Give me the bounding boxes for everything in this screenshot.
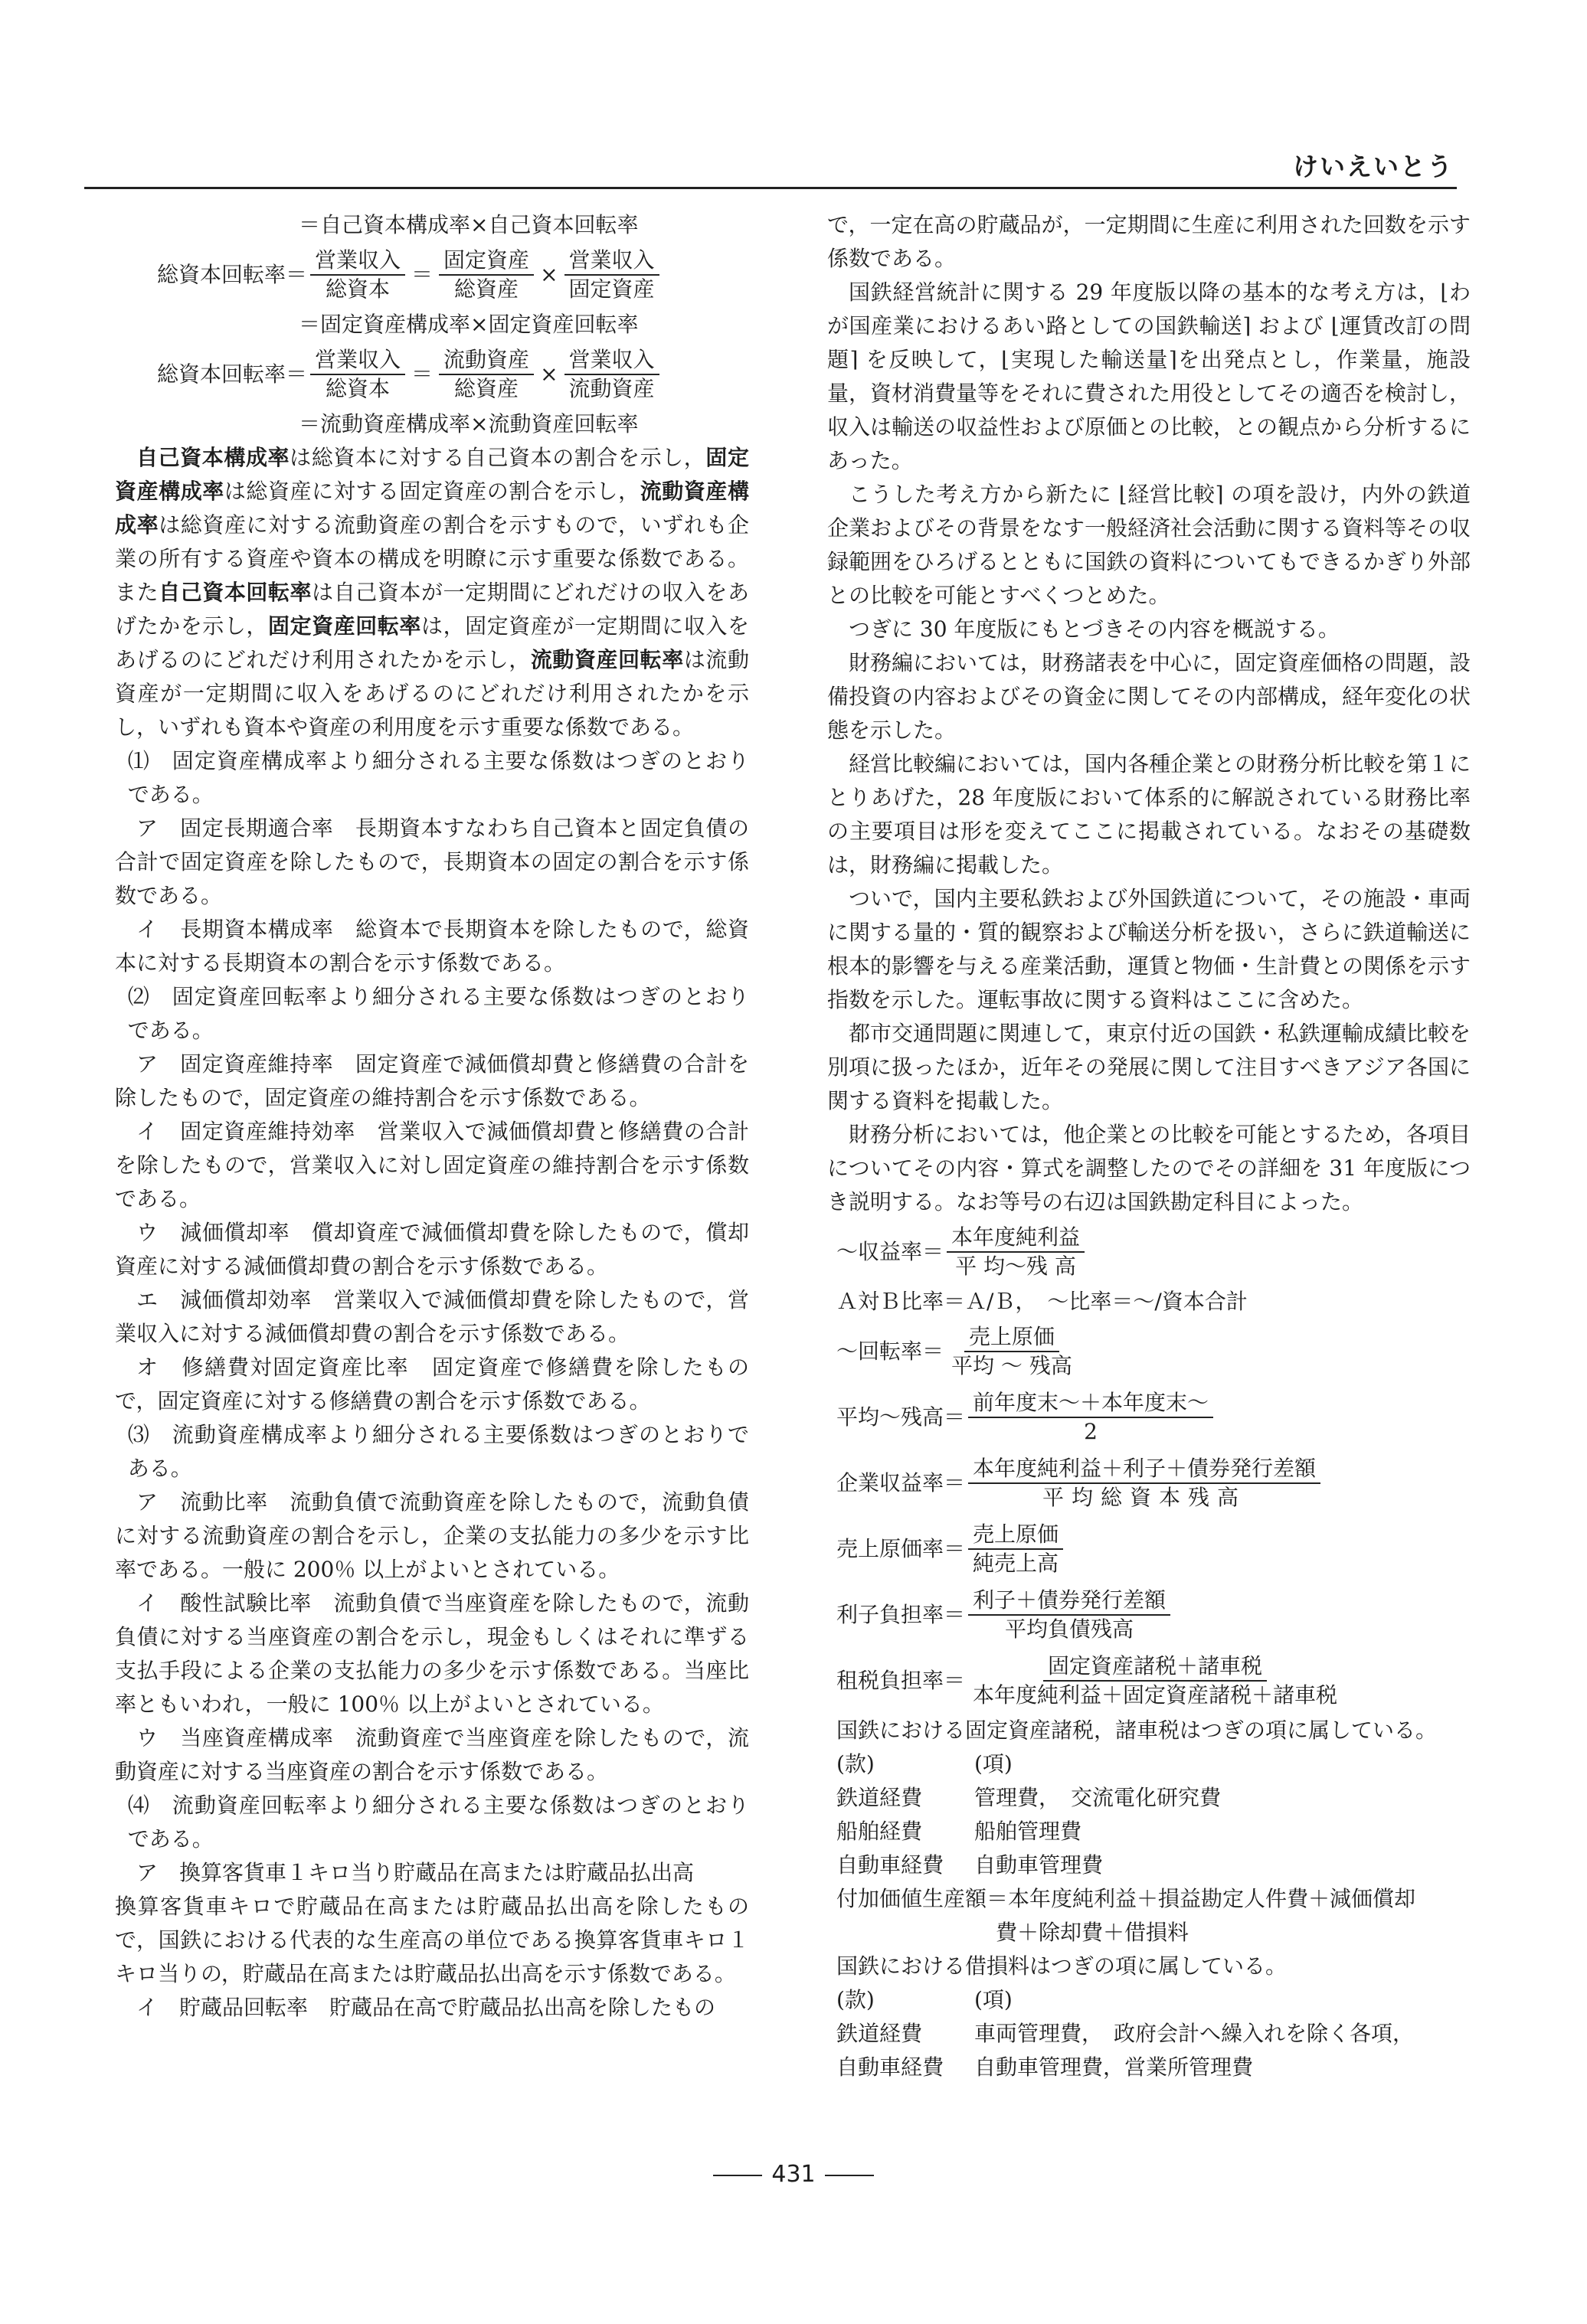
equation-continuation: ＝固定資産構成率×固定資産回転率 [299,312,639,337]
formula-ab-ratio: Ａ対Ｂ比率＝Ａ/Ｂ， ～比率＝～/資本合計 [836,1289,1248,1314]
list-item: イ 酸性試験比率 流動負債で当座資産を除したもので，流動負債に対する当座資産の割合を示し，現金もしくはそれに準ずる支払手段による企業の支払能力の多少を示す係数である。当座比率ともいわれ，一般に 100％ 以上がよいとされている。 [115,1590,749,1717]
list-item: ウ 減価償却率 償却資産で減価償却費を除したもので，償却資産に対する減価償却費の割合を示す係数である。 [115,1220,749,1279]
page-number: 431 [0,2161,1587,2188]
formula-value-added: 付加価値生産額＝本年度純利益＋損益勘定人件費＋減価償却 [836,1886,1416,1911]
fraction: $\frac{\text{売上原価}}{\text{平均 ～ 残高}}$ [951,1324,1072,1378]
fraction: $\frac{\text{営業収入}}{\text{総資本}}$ [310,346,405,403]
formula-cost-of-sales-rate: 売上原価率＝ $\frac{\text{売上原価}}{\text{純売上高}}$ [827,1516,1471,1582]
table-intro: 国鉄における借損料はつぎの項に属している。 [836,1953,1288,1979]
list-item: イ 長期資本構成率 総資本で長期資本を除したもので，総資本に対する長期資本の割合を示す係数である。 [115,917,749,976]
section-heading: ⑴ 固定資産構成率より細分される主要な係数はつぎのとおりである。 [127,748,749,807]
fraction: $\frac{\text{営業収入}}{\text{固定資産}}$ [564,247,659,303]
list-item: ア 固定長期適合率 長期資本すなわち自己資本と固定負債の合計で固定資産を除したもので，長期資本の固定の割合を示す係数である。 [115,816,749,908]
table-header: (款) (項) [836,1987,1013,2012]
paragraph: 国鉄経営統計に関する 29 年度版以降の基本的な考え方は，⌊わが国産業におけるあい路としての国鉄輸送⌉ および ⌊運賃改訂の問題⌉ を反映して，⌊実現した輸送量⌉を出発点とし，作業量，施設量，資材消費量等をそれに費された用役としてその適否を検討し，収入は輸送の収益性および原価との比較，との観点から分析するにあった。 [827,279,1471,473]
paragraph: こうした考え方から新たに ⌊経営比較⌉ の項を設け，内外の鉄道企業およびその背景をなす一般経済社会活動に関する資料等その収録範囲をひろげるとともに国鉄の資料についてもできるかぎり外部との比較を可能とすべくつとめた。 [827,482,1471,608]
header-rule [84,187,1457,189]
formula-tax-burden-rate: 租税負担率＝ $\frac{\text{固定資産諸税＋諸車税}}{\text{本年度純利益＋固定資産諸税＋諸車税}}$ [827,1648,1471,1714]
dash-left [713,2175,762,2176]
formula-average-balance: 平均～残高＝ $\frac{\text{前年度末～＋本年度末～}}{2}$ [827,1384,1471,1450]
list-item: イ 貯蔵品回転率 貯蔵品在高で貯蔵品払出高を除したもの [136,1995,716,2020]
formula-profit-rate: ～収益率＝ $\frac{\text{本年度純利益}}{\text{平 均～残 高}}$ [827,1219,1471,1285]
table-row: 鉄道経費 管理費， 交流電化研究費 [836,1785,1222,1810]
paragraph: 都市交通問題に関連して，東京付近の国鉄・私鉄運輸成績比較を別項に扱ったほか，近年その発展に関して注目すべきアジア各国に関する資料を掲載した。 [827,1021,1471,1113]
paragraph-ratio-definitions: 自己資本構成率は総資本に対する自己資本の割合を示し，固定資産構成率は総資産に対する固定資産の割合を示し，流動資産構成率は総資産に対する流動資産の割合を示すもので，いずれも企業の所有する資産や資本の構成を明瞭に示す重要な係数である。また自己資本回転率は自己資本が一定期間にどれだけの収入をあげたかを示し，固定資産回転率は，固定資産が一定期間に収入をあげるのにどれだけ利用されたかを示し，流動資産回転率は流動資産が一定期間に収入をあげるのにどれだけ利用されたかを示し，いずれも資本や資産の利用度を示す重要な係数である。 [115,445,749,740]
formula-interest-burden-rate: 利子負担率＝ $\frac{\text{利子＋債券発行差額}}{\text{平均負債残高}}$ [827,1582,1471,1648]
paragraph: 財務編においては，財務諸表を中心に，固定資産価格の問題，設備投資の内容およびその資金に関してその内部構成，経年変化の状態を示した。 [827,650,1471,743]
equation-total-capital-turnover-fixed: 総資本回転率＝ $\frac{\text{営業収入}}{\text{総資本}}$ ＝ $\frac{\text{固定資産}}{\text{総資産}}$ × $\frac{\text{営業収入}}{\text{固定資産}}$ [115,242,749,308]
right-column [827,208,1471,2084]
equation-continuation: ＝自己資本構成率×自己資本回転率 [299,212,639,237]
paragraph: 経営比較編においては，国内各種企業との財務分析比較を第１にとりあげた，28 年度版において体系的に解説されている財務比率の主要項目は形を変えてここに掲載されている。なおその基礎数は，財務編に掲載した。 [827,751,1471,878]
list-item: ア 固定資産維持率 固定資産で減価償却費と修繕費の合計を除したもので，固定資産の維持割合を示す係数である。 [115,1051,749,1110]
list-item: 換算客貨車キロで貯蔵品在高または貯蔵品払出高を除したもので，国鉄における代表的な生産高の単位である換算客貨車キロ１キロ当りの，貯蔵品在高または貯蔵品払出高を示す係数である。 [115,1894,749,1986]
table-row: 船舶経費 船舶管理費 [836,1819,1082,1844]
dash-right [825,2175,874,2176]
left-column [115,208,749,2025]
fraction: $\frac{\text{営業収入}}{\text{流動資産}}$ [564,346,659,403]
section-heading: ⑷ 流動資産回転率より細分される主要な係数はつぎのとおりである。 [127,1793,749,1852]
fraction: $\frac{\text{利子＋債券発行差額}}{\text{平均負債残高}}$ [968,1587,1170,1643]
section-heading: ⑵ 固定資産回転率より細分される主要な係数はつぎのとおりである。 [127,984,749,1043]
fraction: $\frac{\text{前年度末～＋本年度末～}}{2}$ [968,1389,1213,1446]
formula-value-added-cont: 費＋除却費＋借損料 [996,1920,1189,1945]
paragraph: つぎに 30 年度版にもとづきその内容を概説する。 [849,616,1340,642]
formula-turnover-rate: ～回転率＝ $\frac{\text{売上原価}}{\text{平均 ～ 残高}}$ [827,1319,1471,1384]
list-item: ア 流動比率 流動負債で流動資産を除したもので，流動負債に対する流動資産の割合を示し，企業の支払能力の多少を示す比率である。一般に 200％ 以上がよいとされている。 [115,1489,749,1582]
section-heading: ⑶ 流動資産構成率より細分される主要係数はつぎのとおりである。 [127,1422,749,1481]
list-item: イ 固定資産維持効率 営業収入で減価償却費と修繕費の合計を除したもので，営業収入に対し固定資産の維持割合を示す係数である。 [115,1119,749,1211]
table-row: 自動車経費 自動車管理費，営業所管理費 [836,2054,1254,2080]
fraction: $\frac{\text{流動資産}}{\text{総資産}}$ [439,346,534,403]
list-item: オ 修繕費対固定資産比率 固定資産で修繕費を除したもので，固定資産に対する修繕費の割合を示す係数である。 [115,1355,749,1414]
list-item: エ 減価償却効率 営業収入で減価償却費を除したもので，営業収入に対する減価償却費の割合を示す係数である。 [115,1287,749,1346]
fraction: $\frac{\text{売上原価}}{\text{純売上高}}$ [968,1521,1063,1577]
paragraph: 財務分析においては，他企業との比較を可能とするため，各項目についてその内容・算式を調整したのでその詳細を 31 年度版につき説明する。なお等号の右辺は国鉄勘定科目によった。 [827,1122,1471,1214]
list-item: ウ 当座資産構成率 流動資産で当座資産を除したもので，流動資産に対する当座資産の割合を示す係数である。 [115,1725,749,1784]
equation-continuation: ＝流動資産構成率×流動資産回転率 [299,411,639,436]
table-intro: 国鉄における固定資産諸税，諸車税はつぎの項に属している。 [836,1718,1438,1743]
fraction: $\frac{\text{固定資産諸税＋諸車税}}{\text{本年度純利益＋固定資産諸税＋諸車税}}$ [973,1653,1338,1708]
table-header: (款) (項) [836,1751,1013,1777]
paragraph: で，一定在高の貯蔵品が，一定期間に生産に利用された回数を示す係数である。 [827,212,1471,271]
fraction: $\frac{\text{固定資産}}{\text{総資産}}$ [439,247,534,303]
fraction: $\frac{\text{本年度純利益＋利子＋債券発行差額}}{\text{平均総資本残高}}$ [968,1455,1320,1512]
equation-total-capital-turnover-current: 総資本回転率＝ $\frac{\text{営業収入}}{\text{総資本}}$ ＝ $\frac{\text{流動資産}}{\text{総資産}}$ × $\frac{\text{営業収入}}{\text{流動資産}}$ [115,342,749,407]
formula-enterprise-profit-rate: 企業収益率＝ $\frac{\text{本年度純利益＋利子＋債券発行差額}}{\text{平均総資本残高}}$ [827,1450,1471,1516]
table-row: 鉄道経費 車両管理費， 政府会計へ繰入れを除く各項， [836,2021,1415,2046]
paragraph: ついで，国内主要私鉄および外国鉄道について，その施設・車両に関する量的・質的観察および輸送分析を扱い，さらに鉄道輸送に根本的影響を与える産業活動，運賃と物価・生計費との関係を示す指数を示した。運転事故に関する資料はここに含めた。 [827,886,1471,1012]
fraction: $\frac{\text{本年度純利益}}{\text{平 均～残 高}}$ [947,1224,1085,1280]
table-row: 自動車経費 自動車管理費 [836,1852,1104,1878]
list-item-title: ア 換算客貨車１キロ当り貯蔵品在高または貯蔵品払出高 [136,1860,695,1885]
running-header: けいえいとう [1293,152,1454,181]
fraction: $\frac{\text{営業収入}}{\text{総資本}}$ [310,247,405,303]
